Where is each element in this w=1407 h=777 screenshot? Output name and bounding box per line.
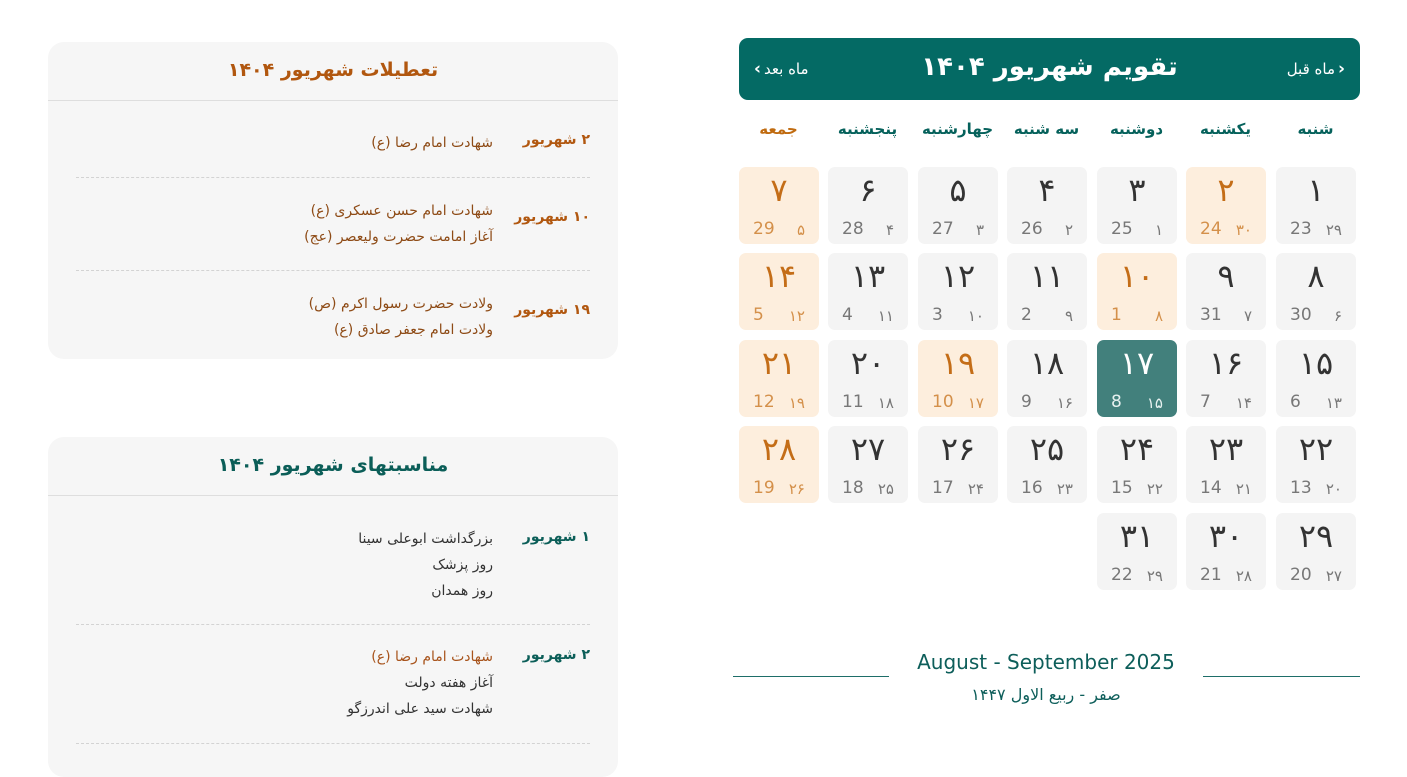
- gregorian-date: 20: [1290, 565, 1312, 585]
- day-cell[interactable]: [739, 253, 819, 330]
- day-number: ۱۹: [940, 344, 976, 382]
- event-date: ۱ شهریور: [522, 529, 590, 545]
- day-number: ۶: [859, 171, 877, 209]
- gregorian-date: 27: [932, 219, 954, 239]
- day-number: ۵: [949, 171, 967, 209]
- gregorian-date: 4: [842, 305, 853, 325]
- gregorian-date: 10: [932, 392, 954, 412]
- hijri-date: ۲۶: [788, 480, 805, 498]
- day-number: ۱۰: [1119, 257, 1155, 295]
- hijri-date: ۶: [1333, 307, 1342, 325]
- weekday-header: جمعه: [759, 120, 798, 138]
- day-number: ۴: [1038, 171, 1056, 209]
- gregorian-date: 22: [1111, 565, 1133, 585]
- holiday-date: ۱۰ شهریور: [514, 209, 590, 225]
- weekday-header: چهارشنبه: [921, 120, 994, 138]
- gregorian-date: 26: [1021, 219, 1043, 239]
- gregorian-date: 12: [753, 392, 775, 412]
- hijri-date: ۲۵: [877, 480, 894, 498]
- chevron-left-icon: ‹: [1337, 59, 1345, 79]
- hijri-date: ۱۴: [1235, 394, 1252, 412]
- day-cell[interactable]: [1186, 513, 1266, 590]
- day-number: ۱: [1307, 171, 1325, 209]
- day-number: ۸: [1307, 257, 1325, 295]
- holiday-occasion: شهادت امام حسن عسکری (ع): [310, 203, 493, 219]
- hijri-date: ۲۲: [1146, 480, 1163, 498]
- holiday-date: ۱۹ شهریور: [514, 302, 590, 318]
- prev-month-label: ماه قبل: [1286, 60, 1335, 78]
- weekday-header: شنبه: [1297, 120, 1334, 138]
- day-cell[interactable]: [1007, 340, 1087, 417]
- gregorian-date: 25: [1111, 219, 1133, 239]
- hijri-date: ۱: [1154, 221, 1163, 239]
- day-number: ۲۲: [1298, 430, 1334, 468]
- day-cell-today[interactable]: [1097, 340, 1177, 417]
- day-number: ۷: [770, 171, 788, 209]
- day-number: ۲۶: [940, 430, 976, 468]
- hijri-date: ۲۱: [1235, 480, 1252, 498]
- holiday-list: [48, 101, 618, 359]
- day-cell[interactable]: [1186, 167, 1266, 244]
- day-cell[interactable]: [918, 340, 998, 417]
- day-number: ۳۰: [1208, 517, 1244, 555]
- holiday-entry: [76, 101, 590, 178]
- day-number: ۱۵: [1298, 344, 1334, 382]
- day-number: ۲۱: [761, 344, 797, 382]
- day-cell[interactable]: [1097, 253, 1177, 330]
- day-cell[interactable]: [828, 426, 908, 503]
- holidays-title: تعطیلات شهریور ۱۴۰۴: [48, 42, 618, 101]
- day-cell[interactable]: [918, 253, 998, 330]
- gregorian-date: 14: [1200, 478, 1222, 498]
- hijri-date: ۳: [975, 221, 984, 239]
- hijri-date: ۱۸: [877, 394, 894, 412]
- gregorian-range: August - September 2025: [917, 650, 1175, 674]
- calendar-title: تقویم شهریور ۱۴۰۴: [921, 52, 1178, 82]
- day-number: ۱۶: [1208, 344, 1244, 382]
- hijri-date: ۱۹: [788, 394, 805, 412]
- gregorian-date: 17: [932, 478, 954, 498]
- gregorian-date: 6: [1290, 392, 1301, 412]
- holiday-occasion: شهادت امام رضا (ع): [371, 135, 493, 151]
- event-occasion: آغاز هفته دولت: [404, 675, 493, 691]
- gregorian-date: 24: [1200, 219, 1222, 239]
- day-cell[interactable]: [1186, 340, 1266, 417]
- holiday-entry: [76, 178, 590, 271]
- event-entry: [76, 625, 590, 744]
- footer-divider-right: [1203, 676, 1360, 677]
- gregorian-date: 16: [1021, 478, 1043, 498]
- day-number: ۱۳: [850, 257, 886, 295]
- day-cell[interactable]: [1276, 253, 1356, 330]
- day-number: ۲۵: [1029, 430, 1065, 468]
- gregorian-date: 11: [842, 392, 864, 412]
- hijri-date: ۱۵: [1146, 394, 1163, 412]
- event-occasion: بزرگداشت ابوعلی سینا: [358, 531, 493, 547]
- hijri-date: ۱۲: [788, 307, 805, 325]
- event-list: [48, 496, 618, 744]
- hijri-date: ۱۱: [877, 307, 894, 325]
- gregorian-date: 23: [1290, 219, 1312, 239]
- day-cell[interactable]: [1097, 513, 1177, 590]
- event-entry: [76, 496, 590, 625]
- weekday-header: سه شنبه: [1013, 120, 1080, 138]
- day-cell[interactable]: [828, 167, 908, 244]
- day-number: ۲۴: [1119, 430, 1155, 468]
- gregorian-date: 18: [842, 478, 864, 498]
- hijri-date: ۱۶: [1056, 394, 1073, 412]
- next-month-label: ماه بعد: [764, 60, 809, 78]
- holidays-panel: [48, 42, 618, 359]
- holiday-occasion: آغاز امامت حضرت ولیعصر (عج): [304, 229, 493, 245]
- hijri-date: ۸: [1154, 307, 1163, 325]
- day-cell[interactable]: [1097, 426, 1177, 503]
- day-cell[interactable]: [828, 253, 908, 330]
- hijri-date: ۲۹: [1146, 567, 1163, 585]
- event-date: ۲ شهریور: [522, 647, 590, 663]
- day-cell[interactable]: [828, 340, 908, 417]
- chevron-right-icon: ›: [754, 59, 762, 79]
- day-cell[interactable]: [1007, 253, 1087, 330]
- events-panel: [48, 437, 618, 777]
- day-cell[interactable]: [1276, 513, 1356, 590]
- holiday-occasion: ولادت حضرت رسول اکرم (ص): [308, 296, 493, 312]
- holiday-entry: [76, 271, 590, 359]
- day-cell[interactable]: [1186, 426, 1266, 503]
- day-number: ۲۸: [761, 430, 797, 468]
- day-number: ۳۱: [1119, 517, 1155, 555]
- day-cell[interactable]: [1007, 167, 1087, 244]
- gregorian-date: 31: [1200, 305, 1222, 325]
- day-cell[interactable]: [918, 167, 998, 244]
- footer-divider-left: [733, 676, 889, 677]
- gregorian-date: 15: [1111, 478, 1133, 498]
- holiday-occasion: ولادت امام جعفر صادق (ع): [333, 322, 493, 338]
- day-number: ۱۲: [940, 257, 976, 295]
- hijri-date: ۲۹: [1325, 221, 1342, 239]
- day-number: ۱۴: [761, 257, 797, 295]
- gregorian-date: 30: [1290, 305, 1312, 325]
- gregorian-date: 5: [753, 305, 764, 325]
- hijri-date: ۱۷: [967, 394, 984, 412]
- day-cell[interactable]: [1007, 426, 1087, 503]
- day-number: ۲۹: [1298, 517, 1334, 555]
- day-cell[interactable]: [918, 426, 998, 503]
- hijri-date: ۲۷: [1325, 567, 1342, 585]
- event-occasion: شهادت امام رضا (ع): [371, 649, 493, 665]
- event-occasion: روز پزشک: [432, 557, 493, 573]
- weekday-header: دوشنبه: [1109, 120, 1164, 138]
- hijri-date: ۱۰: [967, 307, 984, 325]
- hijri-date: ۵: [796, 221, 805, 239]
- gregorian-date: 7: [1200, 392, 1211, 412]
- day-cell[interactable]: [739, 426, 819, 503]
- hijri-date: ۹: [1064, 307, 1073, 325]
- day-number: ۲۳: [1208, 430, 1244, 468]
- hijri-date: ۳۰: [1235, 221, 1252, 239]
- day-cell[interactable]: [739, 340, 819, 417]
- day-cell[interactable]: [1276, 167, 1356, 244]
- day-number: ۹: [1217, 257, 1235, 295]
- weekday-header: یکشنبه: [1200, 120, 1251, 138]
- gregorian-date: 28: [842, 219, 864, 239]
- day-cell[interactable]: [739, 167, 819, 244]
- day-number: ۲۷: [850, 430, 886, 468]
- day-number: ۱۷: [1119, 344, 1155, 382]
- gregorian-date: 19: [753, 478, 775, 498]
- day-number: ۱۸: [1029, 344, 1065, 382]
- gregorian-date: 29: [753, 219, 775, 239]
- day-number: ۳: [1128, 171, 1146, 209]
- event-occasion: روز همدان: [431, 583, 493, 599]
- hijri-date: ۲: [1064, 221, 1073, 239]
- day-number: ۲: [1217, 171, 1235, 209]
- gregorian-date: 3: [932, 305, 943, 325]
- gregorian-date: 21: [1200, 565, 1222, 585]
- hijri-date: ۲۸: [1235, 567, 1252, 585]
- gregorian-date: 1: [1111, 305, 1122, 325]
- holiday-date: ۲ شهریور: [522, 132, 590, 148]
- gregorian-date: 9: [1021, 392, 1032, 412]
- day-cell[interactable]: [1186, 253, 1266, 330]
- hijri-date: ۲۴: [967, 480, 984, 498]
- hijri-date: ۴: [885, 221, 894, 239]
- calendar-header: [739, 38, 1360, 100]
- gregorian-date: 2: [1021, 305, 1032, 325]
- gregorian-date: 13: [1290, 478, 1312, 498]
- weekday-header: پنجشنبه: [837, 120, 898, 138]
- event-occasion: شهادت سید علی اندرزگو: [347, 701, 493, 717]
- day-cell[interactable]: [1097, 167, 1177, 244]
- day-cell[interactable]: [1276, 340, 1356, 417]
- hijri-date: ۱۳: [1325, 394, 1342, 412]
- hijri-date: ۷: [1243, 307, 1252, 325]
- hijri-range: صفر - ربیع الاول ۱۴۴۷: [971, 685, 1121, 704]
- day-cell[interactable]: [1276, 426, 1356, 503]
- hijri-date: ۲۳: [1056, 480, 1073, 498]
- gregorian-date: 8: [1111, 392, 1122, 412]
- day-number: ۲۰: [850, 344, 886, 382]
- day-number: ۱۱: [1029, 257, 1065, 295]
- next-month-button[interactable]: [751, 38, 809, 100]
- hijri-date: ۲۰: [1325, 480, 1342, 498]
- events-title: مناسبتهای شهریور ۱۴۰۴: [48, 437, 618, 496]
